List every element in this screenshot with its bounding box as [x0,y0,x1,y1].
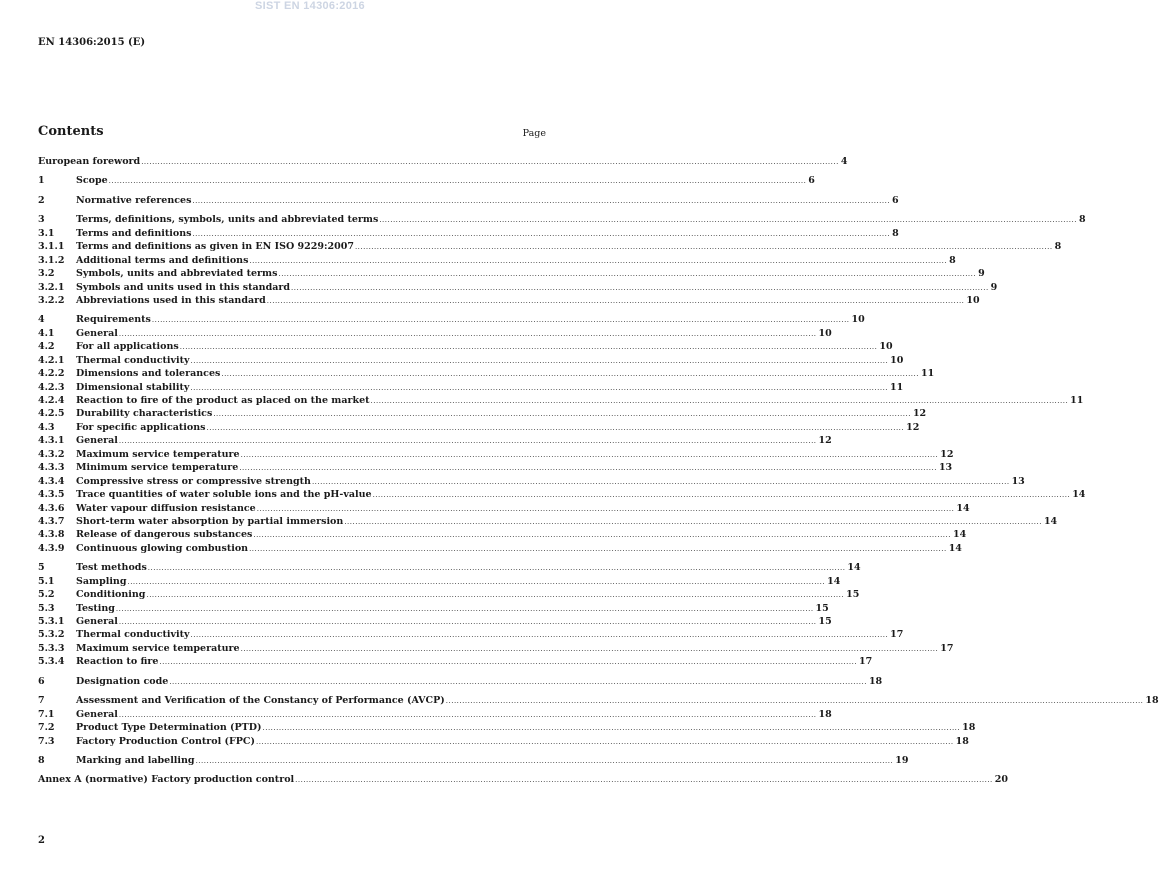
toc-entry-page: 14 [827,575,841,587]
toc-entry[interactable] [38,421,920,434]
toc-entry-number: 4.3.3 [38,462,65,474]
toc-entry-number: 4.3.6 [38,502,65,514]
toc-entry[interactable] [38,194,899,207]
toc-dot-leader [158,656,857,669]
toc-entry-title: Minimum service temperature [76,462,239,474]
toc-entry-page: 10 [879,341,893,353]
watermark: SIST EN 14306:2016 [255,0,365,12]
toc-entry-title: General [76,327,118,339]
toc-entry-number: 4.2 [38,341,55,353]
toc-entry-page: 17 [890,629,904,641]
toc-entry-number: 4.2.3 [38,381,65,393]
toc-entry-title: Scope [76,175,108,187]
toc-entry[interactable] [38,588,860,601]
toc-entry-page: 18 [1145,695,1159,707]
toc-entry-title: Abbreviations used in this standard [76,294,266,306]
toc-entry[interactable] [38,281,998,294]
toc-entry-page: 14 [1043,515,1058,527]
toc-entry-page: 14 [948,542,962,554]
toc-dot-leader [212,408,911,421]
toc-entry-title: Reaction to fire of the product as placed on the market [76,395,370,406]
toc-dot-leader [190,355,889,368]
toc-entry[interactable] [38,694,1159,707]
page-column-label: Page [522,128,546,139]
toc-entry-title: Normative references [76,194,192,206]
toc-entry-title: Product Type Determination (PTD) [76,722,262,734]
toc-entry-title: Symbols, units and abbreviated terms [76,268,278,280]
toc-entry-page: 13 [938,462,953,474]
toc-entry-number: 5 [38,562,45,574]
toc-entry[interactable] [38,475,1025,488]
toc-dot-leader [118,616,817,629]
toc-entry[interactable] [38,708,832,721]
toc-entry-title: General [76,708,118,720]
toc-entry-number: 5.1 [38,575,55,587]
toc-entry[interactable] [38,628,904,641]
toc-entry-title: Release of dangerous substances [76,529,253,541]
toc-dot-leader [140,156,839,169]
toc-entry-number: 3.2.2 [38,294,65,306]
toc-entry-page: 20 [994,774,1009,786]
toc-entry-number: 7.2 [38,722,55,734]
toc-entry[interactable] [38,542,962,555]
toc-entry-number: 3.1.1 [38,241,65,253]
toc-entry-title: General [76,435,118,447]
toc-entry-page: 12 [818,435,832,447]
toc-entry[interactable] [38,773,1009,786]
toc-entry[interactable] [38,227,899,240]
toc-dot-leader [290,282,989,295]
toc-entry-number: 2 [38,194,45,206]
toc-entry-title: Terms and definitions as given in EN ISO 9229:2007 [76,241,354,253]
toc-entry[interactable] [38,735,969,748]
toc-entry-title: Marking and labelling [76,754,195,766]
toc-entry-title: Trace quantities of water soluble ions and the pH-value [76,489,372,501]
toc-dot-leader [255,736,954,749]
toc-entry-page: 6 [808,175,815,187]
toc-entry[interactable] [38,502,970,515]
toc-dot-leader [115,603,814,616]
toc-entry-title: Designation code [76,675,169,687]
toc-entry-number: 1 [38,175,45,187]
toc-entry-number: 6 [38,675,45,687]
toc-dot-leader [354,241,1053,254]
toc-entry-number: 4.3.9 [38,542,65,554]
toc-entry[interactable] [38,642,954,655]
toc-entry-number: 4.3.1 [38,435,65,447]
toc-entry-page: 14 [952,529,967,541]
toc-entry[interactable] [38,313,865,326]
toc-entry-page: 11 [1070,395,1084,406]
toc-entry[interactable] [38,394,1084,407]
toc-entry-number: 4.2.1 [38,354,65,366]
toc-entry-number: 5.3.1 [38,616,65,627]
toc-dot-leader [240,643,939,656]
toc-entry[interactable] [38,515,1058,528]
toc-entry-page: 10 [851,314,865,326]
toc-entry-title: Assessment and Verification of the Constancy of Performance (AVCP) [76,695,445,707]
toc-entry-title: Dimensional stability [76,381,190,393]
toc-dot-leader [206,422,905,435]
toc-entry-number: 4.3.7 [38,515,65,527]
toc-entry-title: Test methods [76,562,147,574]
toc-entry-page: 18 [818,708,832,720]
toc-dot-leader [262,722,961,735]
toc-dot-leader [108,175,807,188]
toc-entry-title: Maximum service temperature [76,448,240,460]
toc-entry-page: 12 [906,421,920,433]
toc-dot-leader [294,774,993,787]
toc-entry-title: Additional terms and definitions [76,254,249,266]
toc-entry-number: 5.3.2 [38,629,65,641]
toc-entry-number: 3.2.1 [38,281,65,293]
toc-entry-title: For all applications [76,341,179,353]
toc-entry-page: 4 [840,156,848,167]
page-number: 2 [38,835,45,846]
toc-dot-leader [378,214,1077,227]
toc-entry-title: Durability characteristics [76,408,213,420]
toc-entry-page: 18 [955,735,969,747]
toc-entry-page: 8 [1078,214,1086,226]
toc-dot-leader [311,476,1010,489]
toc-dot-leader [240,449,939,462]
toc-entry-page: 10 [966,294,980,306]
toc-entry[interactable] [38,488,1086,501]
toc-dot-leader [238,462,937,475]
toc-entry-title: Annex A (normative) Factory production control [38,774,295,786]
toc-dot-leader [370,395,1069,408]
toc-entry-title: Requirements [76,314,151,326]
toc-entry-number: 5.3.4 [38,656,65,668]
toc-entry-title: Terms and definitions [76,227,192,239]
toc-entry[interactable] [38,240,1062,253]
toc-entry[interactable] [38,615,832,628]
toc-dot-leader [256,503,955,516]
toc-entry-page: 8 [949,254,956,266]
toc-dot-leader [266,295,965,308]
toc-entry-number: 4.1 [38,327,55,339]
toc-dot-leader [248,543,947,556]
toc-entry[interactable] [38,675,883,688]
toc-entry-number: 7 [38,695,45,707]
document-id: EN 14306:2015 (E) [38,37,146,48]
toc-entry-title: Short-term water absorption by partial immersion [76,515,344,527]
toc-entry-page: 17 [940,642,954,654]
toc-entry-page: 14 [847,562,861,574]
toc-dot-leader [191,228,890,241]
toc-dot-leader [372,489,1071,502]
toc-dot-leader [220,368,919,381]
toc-entry-page: 8 [892,227,899,239]
toc-entry[interactable] [38,254,956,267]
toc-entry[interactable] [38,340,893,353]
toc-entry[interactable] [38,367,935,380]
toc-entry-number: 7.3 [38,735,55,747]
toc-entry-page: 8 [1054,241,1062,253]
toc-entry-page: 18 [962,722,976,734]
toc-dot-leader [277,268,976,281]
toc-entry[interactable] [38,721,976,734]
toc-entry-number: 4 [38,314,45,326]
toc-entry-number: 4.3.4 [38,475,65,487]
toc-entry[interactable] [38,267,985,280]
toc-entry-title: Sampling [76,575,127,587]
toc-dot-leader [168,676,867,689]
toc-entry-title: Water vapour diffusion resistance [76,502,256,514]
toc-entry-page: 15 [815,602,829,614]
toc-entry-number: 5.2 [38,589,55,601]
toc-entry-number: 5.3.3 [38,642,65,654]
toc-entry-number: 4.3 [38,421,55,433]
page-title: Contents [38,124,104,139]
toc-entry-title: Conditioning [76,589,146,601]
toc-entry-title: European foreword [38,156,141,167]
toc-entry-title: Dimensions and tolerances [76,368,221,380]
toc-entry[interactable] [38,561,861,574]
toc-entry-page: 10 [818,327,832,339]
toc-dot-leader [190,629,889,642]
toc-dot-leader [343,516,1042,529]
toc-entry-page: 6 [892,194,899,206]
toc-dot-leader [145,589,844,602]
toc-dot-leader [179,341,878,354]
toc-dot-leader [118,435,817,448]
table-of-contents [38,155,1159,787]
toc-entry-title: Factory Production Control (FPC) [76,735,255,747]
toc-dot-leader [252,529,951,542]
toc-entry[interactable] [38,213,1086,226]
toc-entry[interactable] [38,327,832,340]
toc-entry-page: 11 [890,381,904,393]
toc-entry-number: 8 [38,754,45,766]
toc-entry-page: 18 [868,675,883,687]
toc-entry-number: 4.3.5 [38,489,65,501]
toc-entry-page: 12 [912,408,927,420]
toc-entry-page: 15 [818,616,832,627]
toc-entry[interactable] [38,655,873,668]
toc-dot-leader [118,328,817,341]
toc-entry-page: 13 [1011,475,1025,487]
toc-dot-leader [191,195,890,208]
toc-entry[interactable] [38,528,967,541]
toc-entry-number: 3.1.2 [38,254,65,266]
toc-entry-title: Compressive stress or compressive strength [76,475,311,487]
toc-entry[interactable] [38,602,829,615]
toc-entry-number: 7.1 [38,708,55,720]
toc-entry-title: Thermal conductivity [76,629,190,641]
toc-entry-title: General [76,616,118,627]
toc-entry-number: 4.2.5 [38,408,65,420]
toc-entry-number: 4.3.8 [38,529,65,541]
toc-entry[interactable] [38,381,904,394]
toc-entry-page: 11 [920,368,935,380]
toc-entry[interactable] [38,754,909,767]
toc-entry-title: Symbols and units used in this standard [76,281,291,293]
toc-entry-page: 14 [956,502,970,514]
toc-entry-page: 17 [859,656,873,668]
toc-entry-page: 19 [895,754,909,766]
toc-dot-leader [118,709,817,722]
toc-dot-leader [248,255,947,268]
toc-entry-number: 5.3 [38,602,55,614]
toc-dot-leader [445,695,1144,708]
toc-entry-page: 15 [846,589,860,601]
toc-dot-leader [189,382,888,395]
toc-dot-leader [195,755,894,768]
toc-entry[interactable] [38,155,848,168]
toc-dot-leader [151,314,850,327]
toc-dot-leader [126,576,825,589]
toc-entry-title: Maximum service temperature [76,642,240,654]
toc-entry[interactable] [38,448,954,461]
toc-entry-title: Testing [76,602,115,614]
toc-entry-title: Reaction to fire [76,656,159,668]
toc-entry[interactable] [38,174,815,187]
toc-entry-page: 10 [890,354,904,366]
toc-entry-title: Terms, definitions, symbols, units and abbreviated terms [76,214,379,226]
toc-entry-page: 12 [940,448,954,460]
toc-entry-number: 4.3.2 [38,448,65,460]
toc-entry[interactable] [38,434,832,447]
toc-entry-number: 4.2.4 [38,395,65,406]
toc-entry-title: Continuous glowing combustion [76,542,249,554]
toc-entry-title: For specific applications [76,421,206,433]
toc-entry[interactable] [38,407,927,420]
toc-entry-number: 3 [38,214,45,226]
toc-entry[interactable] [38,354,904,367]
toc-entry[interactable] [38,461,953,474]
toc-entry-page: 9 [978,268,985,280]
toc-entry-number: 4.2.2 [38,368,65,380]
toc-entry-number: 3.2 [38,268,55,280]
toc-entry[interactable] [38,294,980,307]
toc-entry-title: Thermal conductivity [76,354,190,366]
toc-dot-leader [147,562,846,575]
toc-entry-number: 3.1 [38,227,55,239]
toc-entry-page: 14 [1072,489,1086,501]
toc-entry[interactable] [38,575,841,588]
toc-entry-page: 9 [990,281,998,293]
